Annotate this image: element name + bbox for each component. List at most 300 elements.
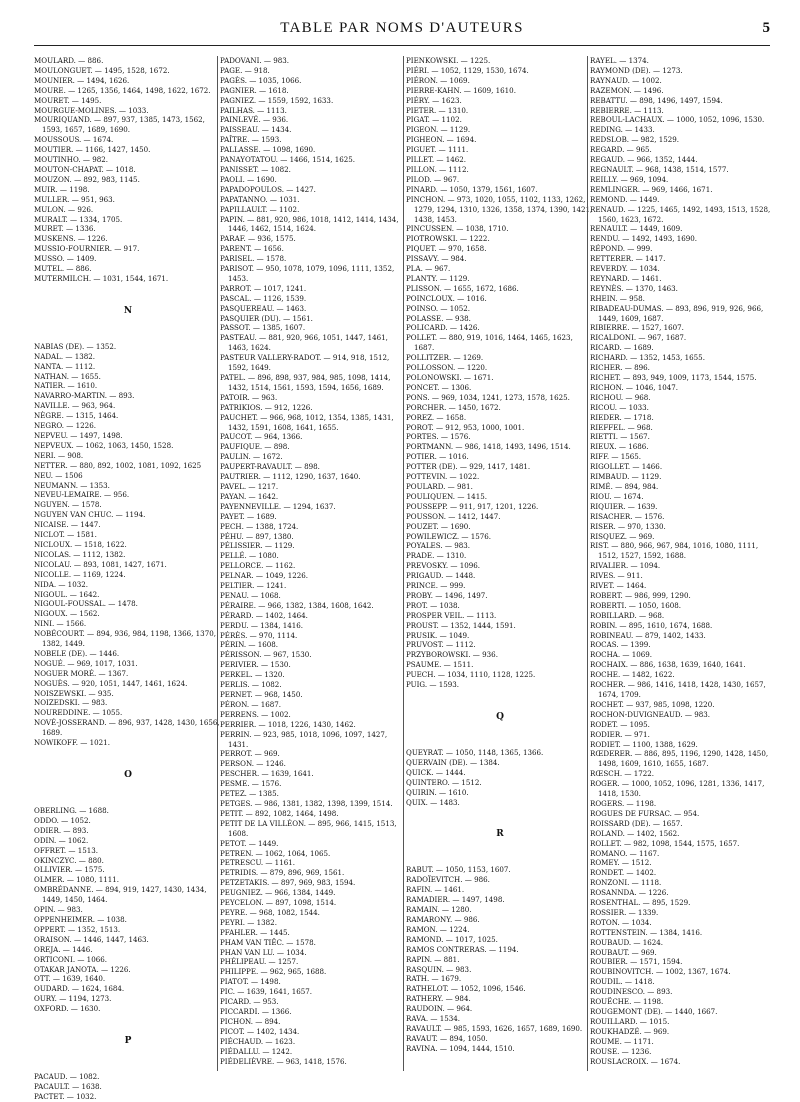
author-entry: POINCLOUX. — 1016. [406, 293, 487, 303]
author-entry: PORTMANN. — 986, 1418, 1493, 1496, 1514. [406, 442, 571, 452]
author-entry: RIOU. — 1674. [590, 491, 644, 501]
author-entry: PINCUSSEN. — 1038, 1710. [406, 224, 509, 234]
author-entry: PUECH. — 1034, 1110, 1128, 1225. [406, 670, 536, 680]
author-entry: PACAULT. — 1638. [34, 1081, 102, 1091]
author-entry: RETTERER. — 1417. [590, 254, 666, 264]
author-entry: RIEFFEL. — 968. [590, 422, 653, 432]
author-entry: PIÉRY. — 1623. [406, 95, 462, 105]
author-entry: PALLASSE. — 1098, 1690. [220, 145, 316, 155]
author-entry: POUSSEPP. — 911, 917, 1201, 1226. [406, 501, 539, 511]
author-entry: PASQUEREAU. — 1463. [220, 303, 307, 313]
author-entry: PÉRÈS. — 970, 1114. [220, 630, 298, 640]
author-entry: PAPADOPOULOS. — 1427. [220, 184, 316, 194]
author-entry: REGAUD. — 966, 1352, 1444. [590, 155, 698, 165]
author-entry: NAVARRO-MARTIN. — 893. [34, 391, 135, 401]
author-entry: RIVALIER. — 1094. [590, 561, 661, 571]
author-entry: PIGEON. — 1129. [406, 125, 471, 135]
author-entry: PETZETAKIS. — 897, 969, 983, 1594. [220, 878, 356, 888]
author-entry: RODIET. — 1100, 1388, 1629. [590, 739, 698, 749]
author-entry: PIÉCHAUD. — 1623. [220, 1036, 296, 1046]
author-entry: PAGNIER. — 1618. [220, 85, 289, 95]
author-entry: PATEL. — 896, 898, 937, 984, 985, 1098, 1414, 1432, 1514, 1561, 1593, 1594, 1656, 1689. [220, 373, 391, 392]
author-entry: RODET. — 1095. [590, 719, 650, 729]
author-entry: MOURE. — 1265, 1356, 1464, 1498, 1622, 1672. [34, 85, 211, 95]
column-divider [403, 56, 404, 1071]
author-entry: PAYET. — 1689. [220, 511, 277, 521]
author-entry: PERIVIER. — 1530. [220, 660, 291, 670]
author-entry: RATH. — 1679. [406, 974, 462, 984]
author-entry: PÉRON. — 1687. [220, 699, 282, 709]
author-entry: NICLOUX. — 1518, 1622. [34, 539, 127, 549]
author-entry: PAUCOT. — 964, 1366. [220, 432, 303, 442]
author-entry: PÉRIN. — 1608. [220, 640, 279, 650]
author-entry: PASQUIER (DU). — 1561. [220, 313, 313, 323]
author-entry: PIENKOWSKI. — 1225. [406, 56, 491, 65]
author-entry: PATOIR. — 963. [220, 392, 278, 402]
author-entry: OMBRÉDANNE. — 894, 919, 1427, 1430, 1434, 1449, 1450, 1464. [34, 885, 207, 905]
author-entry: RISQUEZ. — 969. [590, 531, 655, 541]
author-entry: PETEZ. — 1385. [220, 789, 279, 799]
author-entry: ROUME. — 1171. [590, 1036, 654, 1046]
author-entry: PAÎTRE. — 1593. [220, 135, 282, 145]
author-entry: RICHON. — 1046, 1047. [590, 382, 679, 392]
author-entry: PETIT. — 892, 1082, 1464, 1498. [220, 808, 339, 818]
author-entry: POWILEWICZ. — 1576. [406, 531, 492, 541]
author-entry: PAVEL. — 1217. [220, 481, 279, 491]
author-entry: ROUDIL. — 1418. [590, 977, 655, 987]
author-entry: ROGERS. — 1198. [590, 798, 657, 808]
author-entry: PEUGNIEZ. — 966, 1384, 1449. [220, 888, 336, 898]
index-column-3 [406, 56, 594, 1054]
author-entry: RODIER. — 971. [590, 729, 650, 739]
author-entry: PHÉLIPEAU. — 1257. [220, 957, 299, 967]
author-entry: PRUSIK. — 1049. [406, 630, 470, 640]
author-entry: PROT. — 1038. [406, 600, 460, 610]
author-entry: POREZ. — 1658. [406, 412, 467, 422]
author-entry: PISSAVY. — 984. [406, 254, 467, 264]
author-entry: NOBÉCOURT. — 894, 936, 984, 1198, 1366, 1370, 1382, 1449. [34, 629, 216, 649]
author-entry: POLLOSSON. — 1220. [406, 363, 488, 373]
author-entry: PROBY. — 1496, 1497. [406, 590, 488, 600]
author-entry: PECH. — 1388, 1724. [220, 521, 299, 531]
author-entry: MOUTINHO. — 982. [34, 155, 109, 165]
author-entry: OXFORD. — 1630. [34, 1004, 101, 1014]
author-entry: OPPENHEIMER. — 1038. [34, 914, 127, 924]
author-entry: NANTA. — 1112. [34, 361, 96, 371]
author-entry: RAMARONY. — 986. [406, 914, 480, 924]
author-entry: MOULARD. — 886. [34, 56, 104, 65]
author-entry: RAMADIER. — 1497, 1498. [406, 895, 505, 905]
author-entry: ROUGEMONT (DE). — 1440, 1667. [590, 1007, 718, 1016]
author-entry: RAMOND. — 1017, 1025. [406, 934, 498, 944]
author-entry: PARISOT. — 950, 1078, 1079, 1096, 1111, 1352, 1453. [220, 264, 395, 283]
author-entry: PAGNIEZ. — 1559, 1592, 1633. [220, 95, 334, 105]
author-entry: RHEIN. — 958. [590, 293, 645, 303]
author-entry: RENAUD. — 1225, 1465, 1492, 1493, 1513, 1528, 1560, 1623, 1672. [590, 204, 771, 224]
author-entry: PAOLI. — 1690. [220, 174, 277, 184]
author-entry: RAZEMON. — 1496. [590, 85, 664, 95]
author-entry: NADAL. — 1382. [34, 351, 96, 361]
author-entry: ORTICONI. — 1066. [34, 954, 107, 964]
author-entry: ROUËCHE. — 1198. [590, 997, 664, 1007]
author-entry: PASCAL. — 1126, 1539. [220, 293, 307, 303]
author-entry: NERI. — 908. [34, 450, 84, 460]
author-entry: ODIN. — 1062. [34, 835, 89, 845]
author-entry: NGUYEN VAN CHUC. — 1194. [34, 510, 146, 520]
author-entry: NIGOUX. — 1562. [34, 609, 100, 619]
author-entry: NOBELE (DE). — 1446. [34, 648, 120, 658]
author-entry: QUIX. — 1483. [406, 797, 460, 807]
author-entry: NOGUER MORÉ. — 1367. [34, 668, 129, 678]
author-entry: RASQUIN. — 983. [406, 964, 472, 974]
author-entry: RÉPOND. — 999. [590, 244, 653, 254]
author-entry: REDING. — 1433. [590, 125, 655, 135]
author-entry: MOUZON. — 892, 983, 1145. [34, 174, 140, 184]
author-entry: PERLIS. — 1082. [220, 680, 282, 690]
author-entry: ORAISON. — 1446, 1447, 1463. [34, 934, 149, 944]
author-entry: PAUCHET. — 966, 968, 1012, 1354, 1385, 1431, 1432, 1591, 1608, 1641, 1655. [220, 412, 394, 432]
author-entry: NATIER. — 1610. [34, 381, 98, 391]
author-entry: RATHERY. — 984. [406, 994, 471, 1004]
author-entry: NIGOUL. — 1642. [34, 589, 100, 599]
author-entry: RISER. — 970, 1330. [590, 521, 666, 531]
author-entry: NEU. — 1506 [34, 470, 83, 480]
author-entry: ROUKHADZÉ. — 969. [590, 1026, 670, 1036]
author-entry: PERROT. — 969. [220, 749, 280, 759]
author-entry: PARENT. — 1656. [220, 244, 284, 254]
author-entry: PREVOSKY. — 1096. [406, 561, 481, 571]
author-entry: OPIN. — 983. [34, 905, 83, 915]
author-entry: RAVAULT. — 985, 1593, 1626, 1657, 1689, 1690. [406, 1023, 583, 1033]
author-entry: RICHARD. — 1352, 1453, 1655. [590, 353, 705, 363]
author-entry: PERKEL. — 1320. [220, 670, 285, 680]
author-entry: PAINLEVÉ. — 936. [220, 115, 289, 125]
author-entry: REILLY. — 969, 1094. [590, 174, 669, 184]
section-letter: P [124, 1036, 132, 1047]
author-entry: PERNET. — 968, 1450. [220, 690, 303, 699]
author-entry: POLLITZER. — 1269. [406, 353, 484, 363]
column-divider [587, 56, 588, 1071]
author-entry: RONDET. — 1402. [590, 868, 657, 878]
author-entry: NÈGRE. — 1315, 1464. [34, 411, 119, 421]
author-entry: QUINTERO. — 1512. [406, 777, 482, 787]
index-column-4 [590, 56, 778, 1066]
author-entry: ROBILLARD. — 968. [590, 610, 665, 620]
author-entry: REBIERRE. — 1113. [590, 105, 664, 115]
author-entry: OPPERT. — 1352, 1513. [34, 924, 121, 934]
author-entry: QUERVAIN (DE). — 1384. [406, 757, 500, 767]
author-entry: REMOND. — 1449. [590, 194, 660, 204]
author-entry: RIST. — 880, 966, 967, 984, 1016, 1080, 1111, 1512, 1527, 1592, 1688. [590, 541, 759, 561]
author-entry: MOURIQUAND. — 897, 937, 1385, 1473, 1562, 1593, 1657, 1689, 1690. [34, 115, 205, 135]
author-entry: RATHELOT. — 1052, 1096, 1546. [406, 984, 526, 994]
author-entry: MOUSSOUS. — 1674. [34, 135, 114, 145]
author-entry: OTAKAR JANOTA. — 1226. [34, 964, 131, 974]
author-entry: ROUBINOVITCH. — 1002, 1367, 1674. [590, 967, 731, 977]
author-entry: NINI. — 1566. [34, 619, 87, 629]
author-entry: ROBERTI. — 1050, 1608. [590, 600, 682, 610]
author-entry: PIC. — 1639, 1641, 1657. [220, 987, 313, 997]
author-entry: PICARD. — 953. [220, 997, 279, 1007]
author-entry: RIVES. — 911. [590, 571, 643, 581]
author-entry: PAPIN. — 881, 920, 986, 1018, 1412, 1414, 1434, 1446, 1462, 1514, 1624. [220, 214, 399, 234]
author-entry: POLASSE. — 938. [406, 313, 471, 323]
author-entry: PETREN. — 1062, 1064, 1065. [220, 848, 331, 858]
author-entry: PARISEL. — 1578. [220, 254, 287, 264]
author-entry: PÉLISSIER. — 1129. [220, 541, 295, 551]
author-entry: REMLINGER. — 969, 1466, 1671. [590, 184, 713, 194]
author-entry: PEYRI. — 1382. [220, 917, 277, 927]
author-entry: OFFRET. — 1513. [34, 845, 99, 855]
author-entry: ROUILLARD. — 1015. [590, 1016, 670, 1026]
author-entry: ROUSE. — 1236. [590, 1046, 652, 1056]
author-entry: PILLET. — 1462. [406, 155, 467, 165]
author-entry: ROBINEAU. — 879, 1402, 1433. [590, 630, 706, 640]
author-entry: ROCHON-DUVIGNEAUD. — 983. [590, 709, 711, 719]
author-entry: ROBIN. — 895, 1610, 1674, 1688. [590, 620, 713, 630]
author-entry: RAVA. — 1534. [406, 1014, 461, 1024]
author-entry: PIERRE-KAHN. — 1609, 1610. [406, 85, 516, 95]
author-entry: RENAULT. — 1449, 1609. [590, 224, 683, 234]
author-entry: PONCET. — 1306. [406, 382, 472, 392]
author-entry: RIMBAUD. — 1129. [590, 472, 662, 482]
author-entry: REDSLOB. — 982, 1529. [590, 135, 680, 145]
author-entry: PAGÈS. — 1035, 1066. [220, 75, 302, 85]
author-entry: RAYNAUD. — 1002. [590, 75, 662, 85]
author-entry: REBOUL-LACHAUX. — 1000, 1052, 1096, 1530. [590, 115, 765, 125]
author-entry: REYNARD. — 1461. [590, 273, 662, 283]
author-entry: RISACHER. — 1576. [590, 511, 665, 521]
author-entry: NGUYEN. — 1578. [34, 500, 102, 510]
author-entry: RICOU. — 1033. [590, 402, 649, 412]
author-entry: QUEYRAT. — 1050, 1148, 1365, 1366. [406, 748, 544, 757]
author-entry: ROCAS. — 1399. [590, 640, 651, 650]
author-entry: PHILIPPE. — 962, 965, 1688. [220, 967, 327, 977]
author-entry: PROSPER VEIL. — 1113. [406, 610, 497, 620]
author-entry: PICHON. — 894. [220, 1016, 281, 1026]
author-entry: MOUTON-CHAPAT. — 1018. [34, 164, 136, 174]
author-entry: RABUT. — 1050, 1153, 1607. [406, 865, 511, 875]
author-entry: POLONOWSKI. — 1671. [406, 373, 494, 382]
author-entry: POUZET. — 1690. [406, 521, 471, 531]
author-entry: MUTERMILCH. — 1031, 1544, 1671. [34, 273, 169, 283]
author-entry: RIEUX. — 1686. [590, 442, 649, 452]
author-entry: ROTON. — 1034. [590, 917, 652, 927]
author-entry: POULARD. — 981. [406, 481, 473, 491]
author-entry: OLMER. — 1080, 1111. [34, 875, 120, 885]
author-entry: POTTEVIN. — 1022. [406, 472, 480, 482]
author-entry: ODDO. — 1052. [34, 815, 91, 825]
author-entry: ROTTENSTEIN. — 1384, 1416. [590, 927, 703, 937]
author-entry: MURALT. — 1334, 1705. [34, 214, 123, 224]
author-entry: PRINCE. — 999. [406, 581, 466, 591]
author-entry: PROUST. — 1352, 1444, 1591. [406, 620, 516, 630]
author-entry: PASSOT. — 1385, 1607. [220, 323, 306, 333]
author-entry: MUSSIO-FOURNIER. — 917. [34, 244, 140, 254]
author-entry: RAUDOIN. — 964. [406, 1004, 473, 1014]
author-entry: PHAM VAN TIÊC. — 1578. [220, 937, 316, 947]
author-entry: PINARD. — 1050, 1379, 1561, 1607. [406, 184, 538, 194]
author-entry: NEVEU-LEMAIRE. — 956. [34, 490, 130, 500]
author-entry: PÉRAIRE. — 966, 1382, 1384, 1608, 1642. [220, 600, 374, 610]
author-entry: ROUBIER. — 1571, 1594. [590, 957, 683, 967]
author-entry: MUIR. — 1198. [34, 184, 90, 194]
author-entry: NOIZEDSKI. — 983. [34, 698, 108, 708]
author-entry: REBATTU. — 898, 1496, 1497, 1594. [590, 95, 723, 105]
author-entry: RAVAUT. — 894, 1050. [406, 1033, 488, 1043]
author-entry: NEUMANN. — 1353. [34, 480, 110, 490]
author-entry: MOULONGUET. — 1495, 1528, 1672. [34, 65, 170, 75]
author-entry: PASTEAU. — 881, 920, 966, 1051, 1447, 1461, 1463, 1624. [220, 333, 388, 353]
author-entry: PESCHER. — 1639, 1641. [220, 769, 314, 779]
author-entry: NOISZEWSKI. — 935. [34, 688, 114, 698]
author-entry: PETOT. — 1449. [220, 838, 279, 848]
author-entry: PRADE. — 1310. [406, 551, 467, 561]
author-entry: REYNÈS. — 1370, 1463. [590, 283, 678, 293]
author-entry: RICHER. — 896. [590, 363, 650, 373]
author-entry: NEPVEUX. — 1062, 1063, 1450, 1528. [34, 440, 174, 450]
author-entry: PLISSON. — 1655, 1672, 1686. [406, 283, 519, 293]
author-entry: PERRENS. — 1002. [220, 709, 291, 719]
author-entry: MUSKENS. — 1226. [34, 234, 108, 244]
author-entry: MOUTIER. — 1166, 1427, 1450. [34, 145, 151, 155]
author-entry: ROUBAUD. — 1624. [590, 937, 664, 947]
author-entry: ROGER. — 1000, 1052, 1096, 1281, 1336, 1417, 1418, 1530. [590, 779, 765, 799]
author-entry: PELTIER. — 1241. [220, 581, 287, 591]
author-entry: PARAF. — 936, 1575. [220, 234, 296, 244]
author-entry: RAYEL. — 1374. [590, 56, 649, 65]
author-entry: PHAN VAN LU. — 1034. [220, 947, 307, 957]
author-entry: ROCHA. — 1069. [590, 650, 653, 660]
author-entry: POUSSON. — 1412, 1447. [406, 511, 501, 521]
author-entry: POYALES. — 983. [406, 541, 470, 551]
section-letter: O [124, 770, 132, 780]
section-letter: R [496, 829, 504, 840]
author-entry: PIQUET. — 970, 1658. [406, 244, 487, 254]
author-entry: ROGUES DE FURSAC. — 954. [590, 808, 700, 818]
author-entry: ROISSARD (DE). — 1657. [590, 818, 683, 828]
author-entry: RAYMOND (DE). — 1273. [590, 65, 683, 75]
author-entry: PIÉDELIÈVRE. — 963, 1418, 1576. [220, 1056, 347, 1066]
author-entry: PIÉDALLU. — 1242. [220, 1046, 293, 1056]
author-entry: NAVILLE. — 963, 964. [34, 401, 116, 411]
author-entry: NIGOUL-FOUSSAL. — 1478. [34, 599, 138, 609]
section-letter: Q [496, 712, 504, 722]
author-entry: RAMON. — 1224. [406, 924, 470, 934]
page-title: TABLE PAR NOMS D'AUTEURS [280, 20, 524, 36]
author-entry: RIBADEAU-DUMAS. — 893, 896, 919, 926, 966, 1449, 1609, 1687. [590, 303, 764, 323]
author-entry: PATRIKIOS. — 912, 1226. [220, 402, 313, 412]
author-entry: MOUNIER. — 1494, 1626. [34, 75, 130, 85]
author-entry: PIGAT. — 1102. [406, 115, 462, 125]
author-entry: RAVINA. — 1094, 1444, 1510. [406, 1043, 515, 1053]
author-entry: PERRIER. — 1018, 1226, 1430, 1462. [220, 719, 356, 729]
author-entry: PETRIDIS. — 879, 896, 969, 1561. [220, 868, 345, 878]
author-entry: PÉHU. — 897, 1380. [220, 531, 294, 541]
author-entry: ROSSIER. — 1339. [590, 907, 659, 917]
author-entry: OURY. — 1194, 1273. [34, 994, 112, 1004]
author-entry: NABIAS (DE). — 1352. [34, 341, 117, 351]
author-entry: OBERLING. — 1688. [34, 806, 109, 815]
author-entry: PUIG. — 1593. [406, 680, 460, 690]
author-entry: PASTEUR VALLERY-RADOT. — 914, 918, 1512, 1592, 1649. [220, 353, 390, 373]
author-entry: ROBERT. — 986, 999, 1290. [590, 590, 691, 600]
author-entry: PAYAN. — 1642. [220, 491, 279, 501]
author-entry: POTTER (DE). — 929, 1417, 1481. [406, 462, 531, 472]
author-entry: PELLORCE. — 1162. [220, 561, 296, 571]
author-entry: PETIT DE LA VILLÉON. — 895, 966, 1415, 1513, 1608. [220, 818, 397, 838]
author-entry: ROMEY. — 1512. [590, 858, 652, 868]
author-entry: PLANTY. — 1129. [406, 273, 470, 283]
section-letter: N [123, 305, 133, 316]
author-entry: ROSENTHAL. — 895, 1529. [590, 898, 691, 908]
author-entry: OLLIVIER. — 1575. [34, 865, 105, 875]
index-column-2 [220, 56, 408, 1066]
author-entry: RICHOU. — 968. [590, 392, 651, 402]
author-entry: PÉRARD. — 1402, 1464. [220, 610, 308, 620]
author-entry: POINSO. — 1052. [406, 303, 471, 313]
author-entry: PRUVOST. — 1112. [406, 640, 476, 650]
author-entry: PAILHAS. — 1113. [220, 105, 287, 115]
author-entry: OUDARD. — 1624, 1684. [34, 984, 125, 994]
author-entry: PLA. — 967. [406, 264, 451, 274]
author-entry: PILOD. — 967. [406, 174, 460, 184]
author-entry: PORTES. — 1576. [406, 432, 471, 442]
author-entry: RŒSCH. — 1722. [590, 769, 655, 779]
author-entry: PIÉRI. — 1052, 1129, 1530, 1674. [406, 65, 529, 75]
author-entry: ROLAND. — 1402, 1562. [590, 828, 680, 838]
author-entry: RIQUIER. — 1639. [590, 501, 658, 511]
author-entry: RŒDERER. — 886, 895, 1196, 1290, 1428, 1450, 1498, 1609, 1610, 1655, 1687. [590, 749, 769, 769]
author-entry: MOURET. — 1495. [34, 95, 102, 105]
author-entry: ODIER. — 893. [34, 825, 89, 835]
author-entry: RIMÉ. — 894, 984. [590, 481, 659, 491]
author-entry: RENDU. — 1492, 1493, 1690. [590, 234, 698, 244]
index-column-1 [34, 56, 222, 1102]
author-entry: RIEDER. — 1718. [590, 412, 654, 422]
author-entry: PIOTROWSKI. — 1222. [406, 234, 490, 244]
author-entry: OKINCZYC. — 880. [34, 855, 104, 865]
author-entry: RICARD. — 1689. [590, 343, 654, 353]
author-entry: OTT. — 1639, 1640. [34, 974, 106, 984]
author-entry: POROT. — 912, 953, 1000, 1001. [406, 422, 525, 432]
author-entry: NIDA. — 1032. [34, 579, 88, 589]
page-number: 5 [762, 20, 770, 36]
author-entry: RAPIN. — 881. [406, 954, 460, 964]
author-entry: PIÉRON. — 1069. [406, 75, 470, 85]
author-entry: PERDU. — 1384, 1416. [220, 620, 304, 630]
author-entry: PARROT. — 1017, 1241. [220, 283, 307, 293]
author-entry: PAULIN. — 1672. [220, 452, 283, 462]
author-entry: NICOLLE. — 1169, 1224. [34, 569, 126, 579]
author-entry: PEYCELON. — 897, 1098, 1514. [220, 898, 337, 908]
author-entry: POLICARD. — 1426. [406, 323, 480, 333]
author-entry: PILLON. — 1112. [406, 164, 469, 174]
author-entry: RAMOS CONTRERAS. — 1194. [406, 944, 519, 954]
author-entry: ROUDINESCO. — 893. [590, 987, 673, 997]
author-entry: MURET. — 1336. [34, 224, 96, 234]
author-entry: PANISSET. — 1082. [220, 164, 291, 174]
author-entry: MULLER. — 951, 963. [34, 194, 115, 204]
author-entry: PFAHLER. — 1445. [220, 927, 290, 937]
author-entry: PINCHON. — 973, 1020, 1055, 1102, 1133, 1262, 1279, 1294, 1310, 1326, 1358, 1374, 1390, 1421, 1438, 1453. [406, 194, 593, 224]
author-entry: PORCHER. — 1450, 1672. [406, 402, 501, 412]
author-entry: NEGRO. — 1226. [34, 421, 96, 431]
author-entry: PSAUME. — 1511. [406, 660, 474, 670]
author-entry: ROLLET. — 982, 1098, 1544, 1575, 1657. [590, 838, 740, 848]
author-entry: NEPVEU. — 1497, 1498. [34, 431, 123, 440]
author-entry: RICALDONI. — 967, 1687. [590, 333, 687, 343]
